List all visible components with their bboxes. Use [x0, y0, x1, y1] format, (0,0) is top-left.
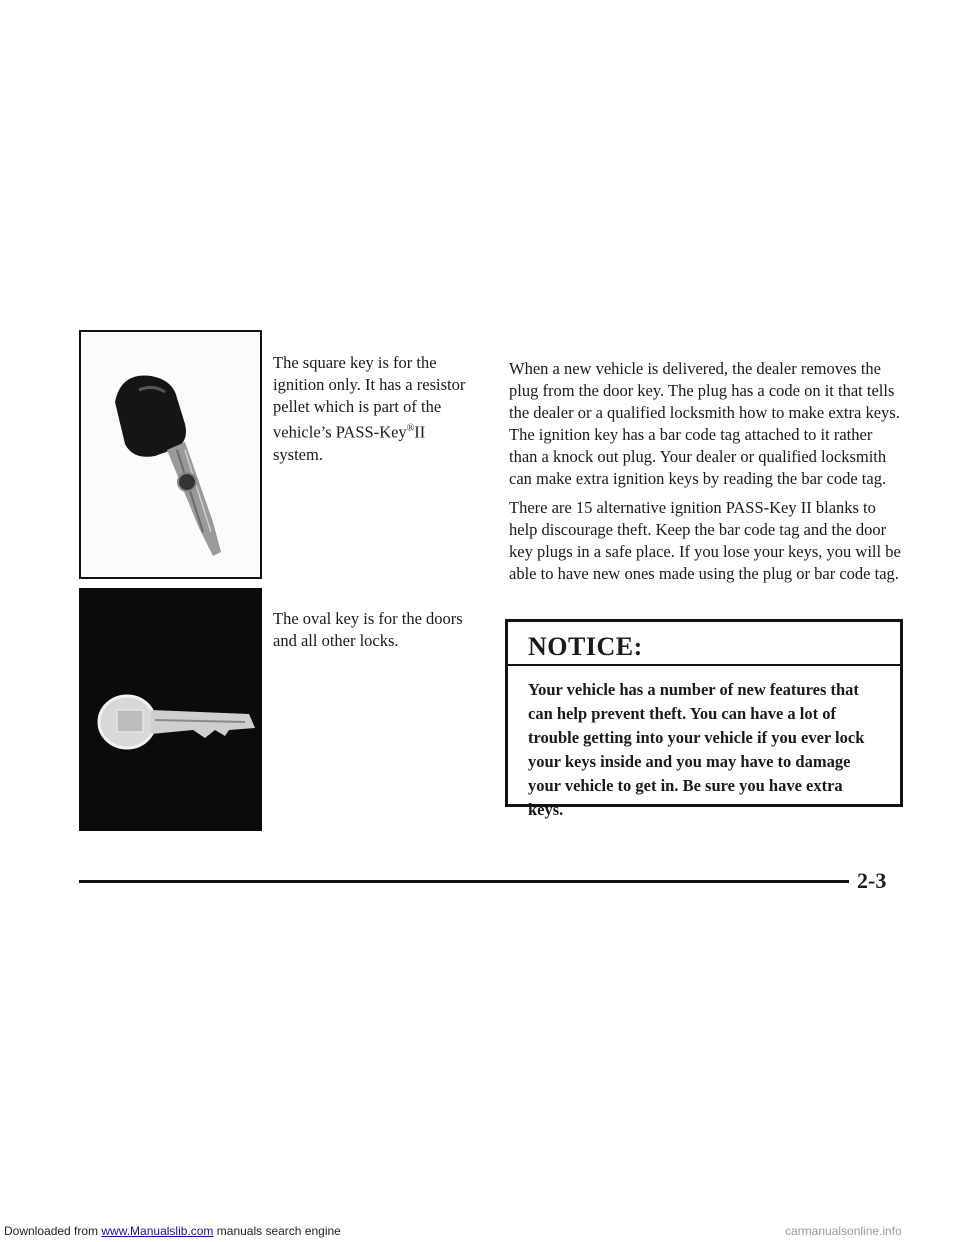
footer-prefix: Downloaded from [4, 1224, 102, 1238]
download-footer [4, 1224, 341, 1238]
square-key-description: The square key is for the ignition only. It has a resistor pellet which is part of the vehicle’s PASS-Key®II system. [273, 353, 466, 464]
paragraph-text: When a new vehicle is delivered, the dealer removes the plug from the door key. The plug has a code on it that tells the dealer or a qualified locksmith how to make extra keys. The ignition key has a bar code tag attached to it rather than a knock out plug. Your dealer or qualified locksmith can make extra ignition keys by reading the bar code tag. [509, 359, 900, 488]
blanks-paragraph [509, 497, 904, 585]
oval-key-description: The oval key is for the doors and all other locks. [273, 609, 463, 650]
paragraph-text: There are 15 alternative ignition PASS-Key II blanks to help discourage theft. Keep the bar code tag and the door key plugs in a safe place. If you lose your keys, you will be able to have new ones made using the plug or bar code tag. [509, 498, 901, 583]
delivery-paragraph [509, 358, 904, 490]
square-key-image [79, 330, 262, 579]
page-number: 2-3 [857, 868, 887, 893]
footer-suffix: manuals search engine [213, 1224, 341, 1238]
manualslib-link[interactable]: www.Manualslib.com [101, 1224, 214, 1238]
oval-key-image [79, 588, 262, 831]
notice-text: Your vehicle has a number of new features that can help prevent theft. You can have a lot of trouble getting into your vehicle if you ever lock your keys inside and you may have to damage your vehicle to get in. Be sure you have extra keys. [528, 680, 865, 819]
notice-box [505, 619, 903, 819]
bottom-rule [79, 880, 849, 883]
notice-heading: NOTICE: [508, 622, 900, 666]
watermark-text: carmanualsonline.info [785, 1224, 902, 1238]
